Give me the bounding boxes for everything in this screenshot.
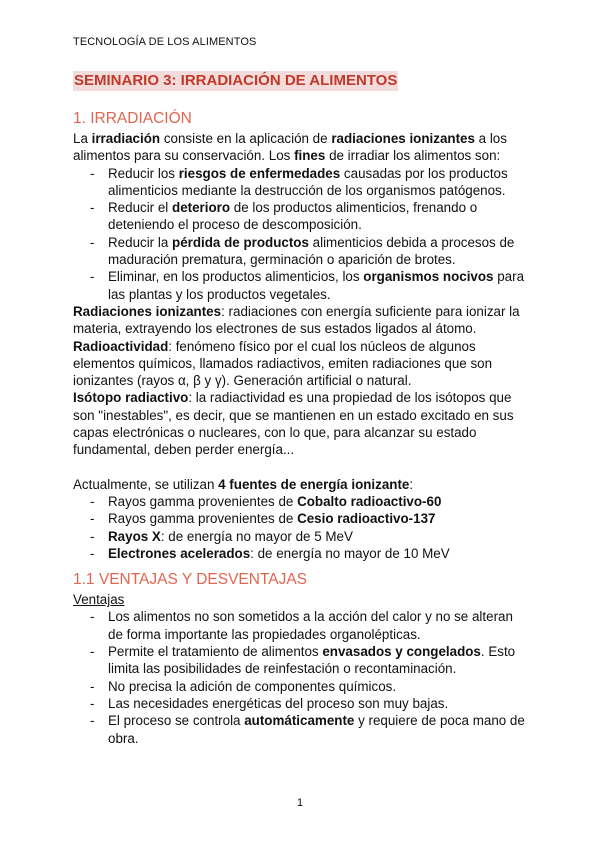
- definition-radiaciones: Radiaciones ionizantes: radiaciones con energía suficiente para ionizar la materia, extrayendo los electrones de sus estados ligados al átomo.: [73, 303, 520, 337]
- list-item: - Reducir la pérdida de productos alimenticios debida a procesos de maduración prematura, germinación o aparición de brotes.: [73, 234, 531, 269]
- list-item: - Rayos gamma provenientes de Cesio radioactivo-137: [73, 510, 531, 527]
- section-heading-ventajas-desventajas: 1.1 VENTAJAS Y DESVENTAJAS: [73, 571, 308, 589]
- section-heading-irradiacion: 1. IRRADIACIÓN: [73, 110, 192, 127]
- fuentes-intro: Actualmente, se utilizan 4 fuentes de energía ionizante:: [73, 476, 414, 492]
- intro-paragraph: La irradiación consiste en la aplicación de radiaciones ionizantes a los alimentos para su conservación. Los fines de irradiar los alimentos son:: [73, 131, 507, 164]
- fines-list: [73, 165, 531, 303]
- spacer: [73, 459, 531, 476]
- document-title: SEMINARIO 3: IRRADIACIÓN DE ALIMENTOS: [74, 72, 398, 89]
- list-item: - Reducir los riesgos de enfermedades causadas por los productos alimenticios mediante la destrucción de los organismos patógenos.: [73, 165, 531, 200]
- list-item: - Reducir el deterioro de los productos alimenticios, frenando o deteniendo el proceso de descomposición.: [73, 199, 531, 234]
- page-number: 1: [296, 797, 304, 809]
- definition-isotopo: Isótopo radiactivo: la radiactividad es una propiedad de los isótopos que son "inestables", es decir, que se mantienen en un estado excitado en sus capas electrónicas o nucleares, con lo que, para alcanzar su estado fundamental, deben perder energía...: [73, 390, 514, 458]
- ventajas-label: Ventajas: [73, 592, 125, 608]
- list-item: - Rayos gamma provenientes de Cobalto radioactivo-60: [73, 493, 531, 510]
- list-item: - Electrones acelerados: de energía no mayor de 10 MeV: [73, 545, 531, 562]
- definition-radioactividad: Radioactividad: fenómeno físico por el cual los núcleos de algunos elementos químicos, llamados radiactivos, emiten radiaciones que son ionizantes (rayos α, β y γ). Generación artificial o natural.: [73, 338, 493, 389]
- list-item: - Eliminar, en los productos alimenticios, los organismos nocivos para las plantas y los productos vegetales.: [73, 268, 531, 303]
- list-item: - Rayos X: de energía no mayor de 5 MeV: [73, 528, 531, 545]
- list-item: - Los alimentos no son sometidos a la acción del calor y no se alteran de forma importante las propiedades organolépticas.: [73, 608, 531, 643]
- list-item: - No precisa la adición de componentes químicos.: [73, 678, 531, 695]
- list-item: - Permite el tratamiento de alimentos envasados y congelados. Esto limita las posibilidades de reinfestación o recontaminación.: [73, 643, 531, 678]
- list-item: - El proceso se controla automáticamente y requiere de poca mano de obra.: [73, 712, 531, 747]
- page-header: TECNOLOGÍA DE LOS ALIMENTOS: [73, 36, 257, 48]
- list-item: - Las necesidades energéticas del proceso son muy bajas.: [73, 695, 531, 712]
- document-body: [73, 70, 531, 747]
- fuentes-list: [73, 493, 531, 562]
- ventajas-list: [73, 608, 531, 746]
